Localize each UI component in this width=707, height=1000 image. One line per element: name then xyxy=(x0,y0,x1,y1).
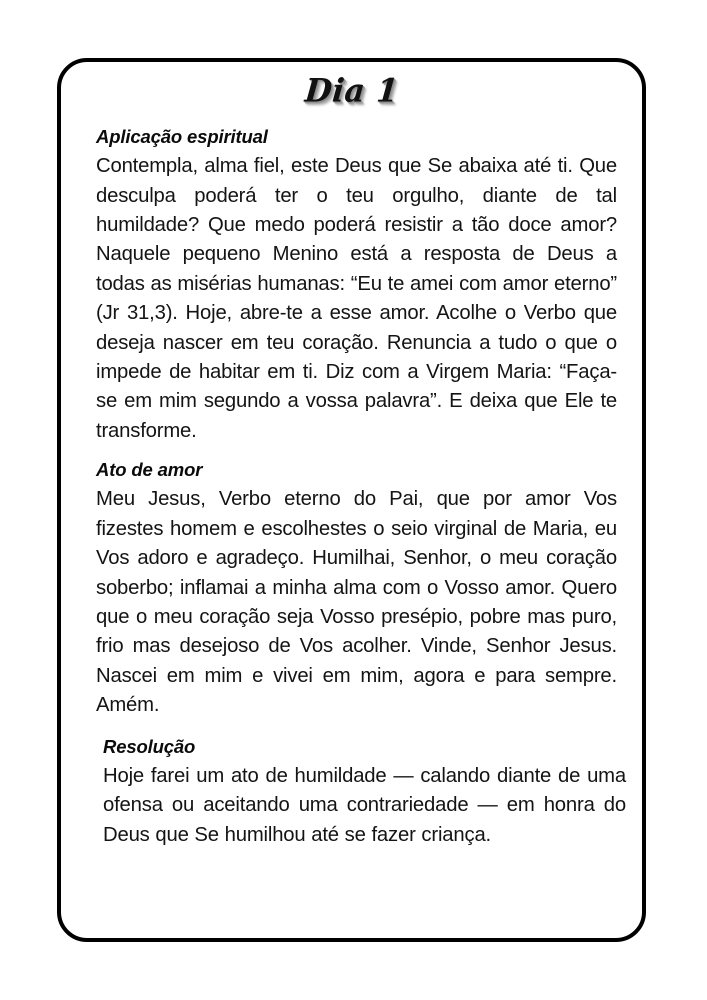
section-resolucao xyxy=(103,735,626,850)
section-aplicacao-espiritual xyxy=(96,125,617,446)
title-container xyxy=(61,72,642,110)
section-body: Meu Jesus, Verbo eterno do Pai, que por amor Vos fizestes homem e escolhestes o seio virginal de Maria, eu Vos adoro e agradeço. Humilhai, Senhor, o meu coração soberbo; inflamai a minha alma com o Vosso amor. Quero que o meu coração seja Vosso presépio, pobre mas puro, frio mas desejoso de Vos acolher. Vinde, Senhor Jesus. Nascei em mim e vivei em mim, agora e para sempre. Amém. xyxy=(96,488,617,717)
section-body: Hoje farei um ato de humildade — calando diante de uma ofensa ou aceitando uma contrariedade — em honra do Deus que Se humilhou até se fazer criança. xyxy=(103,764,626,846)
page-title: Dia 1 xyxy=(303,72,400,110)
content-area xyxy=(96,125,626,850)
section-heading: Ato de amor xyxy=(96,459,203,481)
section-ato-de-amor xyxy=(96,458,617,720)
section-heading: Resolução xyxy=(103,735,196,757)
section-heading: Aplicação espiritual xyxy=(96,126,268,147)
devotional-card xyxy=(57,58,646,942)
section-body: Contempla, alma fiel, este Deus que Se abaixa até ti. Que desculpa poderá ter o teu orgulho, diante de tal humildade? Que medo poderá resistir a tão doce amor? Naquele pequeno Menino está a resposta de Deus a todas as misérias humanas: “Eu te amei com amor eterno” (Jr 31,3). Hoje, abre-te a esse amor. Acolhe o Verbo que deseja nascer em teu coração. Renuncia a tudo o que o impede de habitar em ti. Diz com a Virgem Maria: “Faça-se em mim segundo a vossa palavra”. E deixa que Ele te transforme. xyxy=(96,155,617,442)
